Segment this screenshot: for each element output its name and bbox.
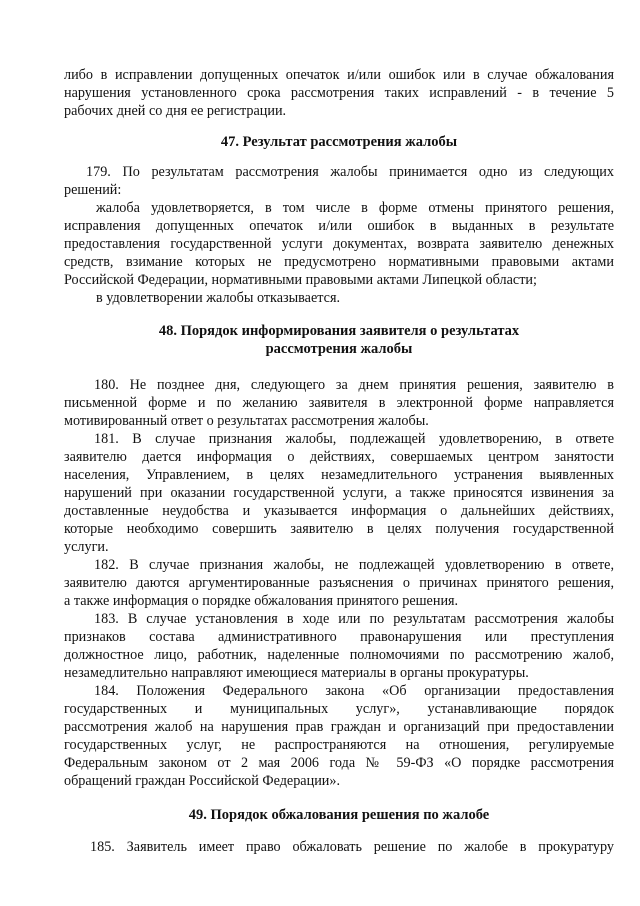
text-line: 183. В случае установления в ходе или по результатам рассмотрения жалобы [94, 611, 614, 627]
text-line: предоставления государственной услуги документах, возврата заявителю денежных [64, 236, 614, 252]
text-line: незамедлительно направляют имеющиеся материалы в органы прокуратуры. [64, 665, 529, 681]
text-line: нарушения установленного срока рассмотрения таких исправлений - в течение 5 [64, 85, 614, 101]
text-line: жалоба удовлетворяется, в том числе в форме отмены принятого решения, [96, 200, 614, 216]
text-line: 179. По результатам рассмотрения жалобы принимается одно из следующих [86, 164, 614, 180]
text-line: либо в исправлении допущенных опечаток и/или ошибок или в случае обжалования [64, 67, 614, 83]
text-line: письменной форме и по желанию заявителя в электронной форме направляется [64, 395, 614, 411]
section-heading-49: 49. Порядок обжалования решения по жалобе [188, 807, 490, 823]
text-line: признаков состава административного правонарушения или преступления [64, 629, 614, 645]
text-line: которые необходимо совершить заявителю в целях получения государственной [64, 521, 614, 537]
text-line: заявителю даются аргументированные разъяснения о причинах принятого решения, [64, 575, 614, 591]
text-line: государственных услуг, не распространяются на отношения, регулируемые [64, 737, 614, 753]
text-line: решений: [64, 182, 122, 198]
text-line: мотивированный ответ о результатах рассмотрения жалобы. [64, 413, 429, 429]
section-heading-48: 48. Порядок информирования заявителя о результатах [158, 323, 520, 339]
text-line: заявителю дается информация о действиях, совершаемых центром занятости [64, 449, 614, 465]
text-line: обращений граждан Российской Федерации». [64, 773, 341, 789]
text-line: 184. Положения Федерального закона «Об организации предоставления [94, 683, 614, 699]
text-line: а также информация о порядке обжалования принятого решения. [64, 593, 459, 609]
text-line: исправления допущенных опечаток и/или ошибок в выданных в результате [64, 218, 614, 234]
text-line: рабочих дней со дня ее регистрации. [64, 103, 287, 119]
text-line: доставленные неудобства и указывается информация о дальнейших действиях, [64, 503, 614, 519]
text-line: 185. Заявитель имеет право обжаловать решение по жалобе в прокуратуру [90, 839, 614, 855]
section-heading-47: 47. Результат рассмотрения жалобы [220, 134, 458, 150]
text-line: Федеральным законом от 2 мая 2006 года № 59-ФЗ «О порядке рассмотрения [64, 755, 614, 771]
text-line: в удовлетворении жалобы отказывается. [96, 290, 341, 306]
text-line: средств, взимание которых не предусмотрено нормативными правовыми актами [64, 254, 614, 270]
text-line: рассмотрения жалоб на нарушения прав граждан и организаций при предоставлении [64, 719, 614, 735]
section-heading-48-cont: рассмотрения жалобы [265, 341, 413, 357]
text-line: населения, Управлением, в целях незамедлительного устранения выявленных [64, 467, 614, 483]
text-line: 180. Не позднее дня, следующего за днем принятия решения, заявителю в [94, 377, 614, 393]
text-line: государственных и муниципальных услуг», устанавливающие порядок [64, 701, 614, 717]
text-line: нарушений при оказании государственной услуги, а также приносятся извинения за [64, 485, 614, 501]
text-line: услуги. [64, 539, 109, 555]
text-line: должностное лицо, работник, наделенные полномочиями по рассмотрению жалоб, [64, 647, 614, 663]
text-line: 182. В случае признания жалобы, не подлежащей удовлетворению в ответе, [94, 557, 614, 573]
text-line: Российской Федерации, нормативными правовыми актами Липецкой области; [64, 272, 537, 288]
text-line: 181. В случае признания жалобы, подлежащей удовлетворению, в ответе [94, 431, 614, 447]
